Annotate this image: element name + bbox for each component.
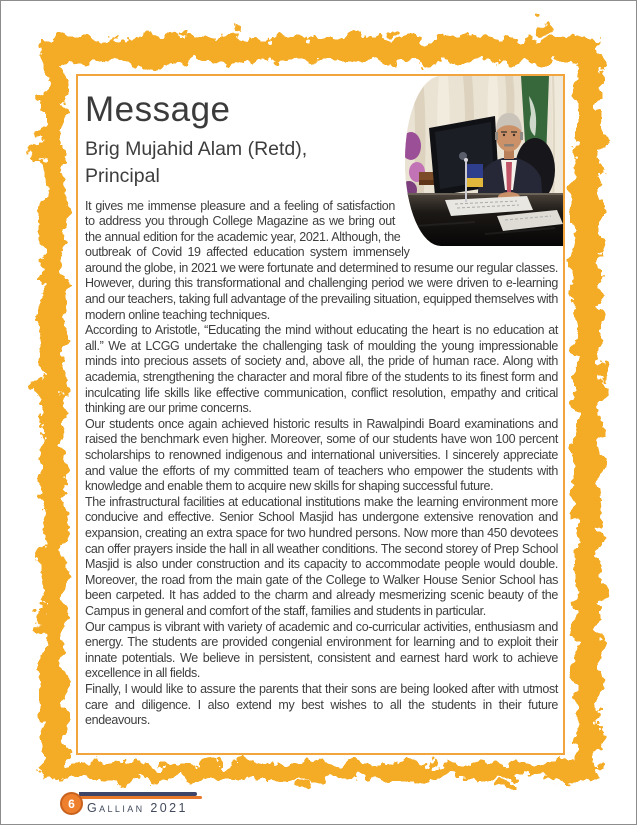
page-number: 6: [68, 796, 75, 811]
author-name: Brig Mujahid Alam (Retd),: [85, 137, 308, 160]
author-title: Principal: [85, 164, 160, 187]
paragraph-1: It gives me immense pleasure and a feeling of satisfaction to address you through College Magazine as we bring out the annual edition for the academic year, 2021. Although, the outbreak of Covid 19 affected education system immensely around the globe, in 2021 we were fortunate and determined to resume our regular classes. However, during this transformational and challenging period we were driven to e-learning and our teachers, taking full advantage of the prevailing situation, equipped themselves with modern online teaching techniques.: [85, 198, 559, 322]
paragraph-4: The infrastructural facilities at educational institutions make the learning environment more conducive and effective. Senior School Masjid has undergone extensive renovation and expansion, creating an extra space for two hundred persons. Now more than 450 devotees can offer prayers inside the hall in all weather conditions. The second storey of Prep School Masjid is also under construction and its capacity to accommodate people would double. Moreover, the road from the main gate of the College to Walker House Senior School has been carpeted. It has added to the charm and already mesmerizing scenic beauty of the Campus in general and comfort of the staff, families and students in particular.: [85, 494, 558, 618]
message-body: [85, 199, 558, 729]
paragraph-3: Our students once again achieved historic results in Rawalpindi Board examinations and raised the benchmark even higher. Moreover, some of our students have won 100 percent scholarships to renowned indigenous and international universities. I sincerely appreciate and value the efforts of my committed team of teachers who empower the students with knowledge and enable them to acquire new skills for shaping successful future.: [85, 416, 558, 494]
principal-photo: [405, 76, 563, 246]
principal-photo-illustration: [405, 76, 563, 246]
paragraph-6: Finally, I would like to assure the parents that their sons are being looked after with utmost care and diligence. I also extend my best wishes to all the students in their future endeavours.: [85, 681, 558, 728]
page-title: Message: [85, 90, 231, 129]
paragraph-2: According to Aristotle, “Educating the mind without educating the heart is no education at all.” We at LCGG undertake the challenging task of moulding the young impressionable minds into precious assets of society and, above all, the pride of human race. Along with academia, strengthening the character and moral fibre of the students to its finest form and inculcating life skills like effective communication, conflict resolution, empathy and critical thinking are our prime concerns.: [85, 323, 558, 416]
paragraph-5: Our campus is vibrant with variety of academic and co-curricular activities, enthusiasm and energy. The students are provided congenial environment for learning and to exploit their innate potentials. We believe in persistent, consistent and earnest hard work to achieve excellence in all fields.: [85, 619, 558, 681]
magazine-title: Gallian 2021: [87, 801, 188, 815]
message-panel: [76, 74, 565, 755]
